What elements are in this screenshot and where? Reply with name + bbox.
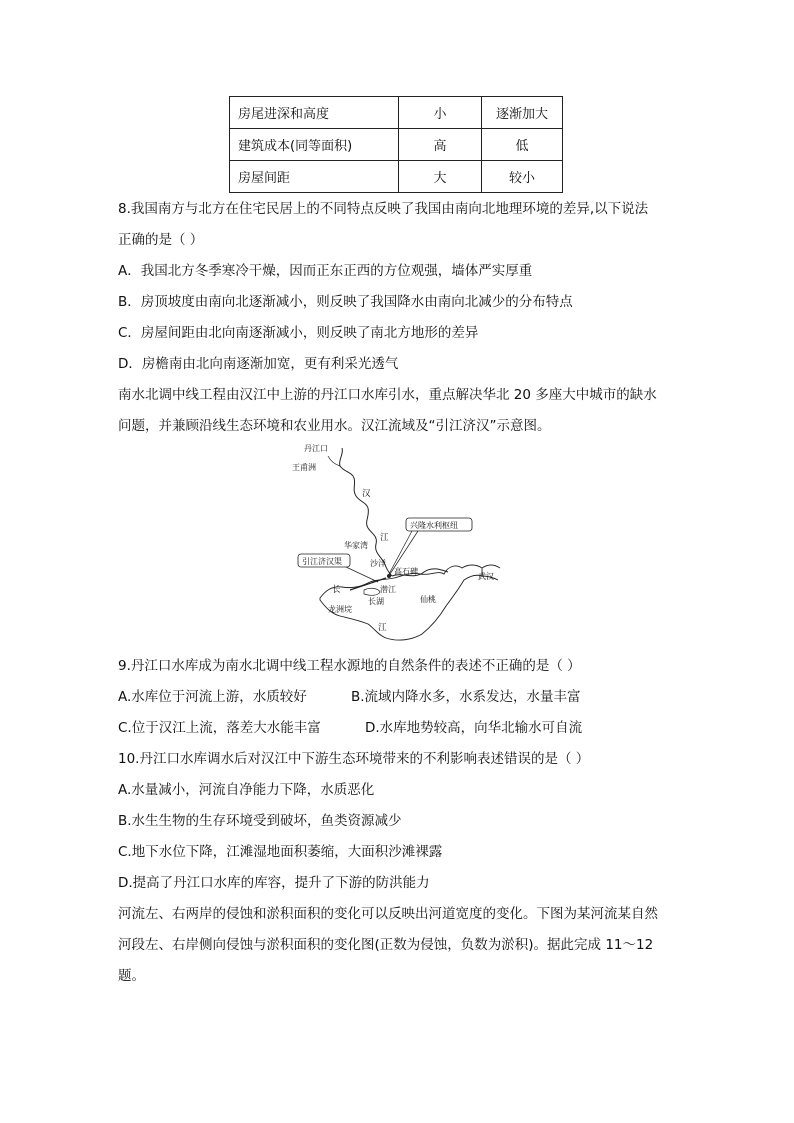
label-changhu: 长湖 [368,597,384,606]
label-huajiawan: 华家湾 [344,541,368,550]
label-xiantao: 仙桃 [420,595,436,604]
q9-option-b: B.流域内降水多，水系发达，水量丰富 [351,689,581,705]
table-cell: 建筑成本(同等面积) [230,129,399,161]
q8-option-d: D．房檐南由北向南逐渐加宽，更有利采光透气 [118,356,399,372]
table-row [230,97,563,129]
table-cell: 低 [482,129,563,161]
q8-option-c: C．房屋间距由北向南逐渐减小，则反映了南北方地形的差异 [118,325,479,341]
label-jiang-1: 江 [380,533,389,543]
label-gaoshibei: 高石碑 [394,567,418,576]
table-cell: 逐渐加大 [482,97,563,129]
table-row [230,129,563,161]
changhu-lake [364,588,380,595]
passage2-line1: 河流左、右两岸的侵蚀和淤积面积的变化可以反映出河道宽度的变化。下图为某河流某自然 [118,906,658,922]
q9-stem: 9.丹江口水库成为南水北调中线工程水源地的自然条件的表述不正确的是（ ） [118,658,581,674]
table-row [230,161,563,193]
comparison-table [229,96,563,193]
q9-option-a: A.水库位于河流上游，水质较好 [118,689,307,705]
dam-icon [387,574,391,578]
q8-stem-line2: 正确的是（ ） [118,232,204,248]
callout-line [346,567,378,582]
label-wangfuzhou: 王甫洲 [292,463,316,472]
label-qianjiang: 潜江 [380,585,396,594]
q10-option-b: B.水生生物的生存环境受到破坏，鱼类资源减少 [118,813,402,829]
passage2-line2: 河段左、右岸侧向侵蚀与淤积面积的变化图(正数为侵蚀，负数为淤积)。据此完成 11～12 [118,937,654,953]
han-river-map [282,440,514,648]
passage1-line1: 南水北调中线工程由汉江中上游的丹江口水库引水，重点解决华北 20 多座大中城市的缺水 [118,387,657,403]
q10-option-d: D.提高了丹江口水库的库容，提升了下游的防洪能力 [118,875,430,891]
table-cell: 大 [399,161,482,193]
q9-option-c: C.位于汉江上流，落差大水能丰富 [118,720,321,736]
table-cell: 较小 [482,161,563,193]
table-cell: 房尾进深和高度 [230,97,399,129]
q8-option-b: B．房顶坡度由南向北逐渐减小，则反映了我国降水由南向北减少的分布特点 [118,294,573,310]
yangtze-outline [320,565,482,640]
q9-option-d: D.水库地势较高，向华北输水可自流 [365,720,583,736]
q8-option-a: A．我国北方冬季寒冷干燥，因而正东正西的方位观强，墙体严实厚重 [118,263,533,279]
label-xinglong: 兴隆水利枢纽 [410,521,458,530]
label-longzhouyuan: 龙洲垸 [328,605,352,614]
q10-stem: 10.丹江口水库调水后对汉江中下游生态环境带来的不利影响表述错误的是（ ） [118,751,590,767]
passage1-line2: 问题，并兼顾沿线生态环境和农业用水。汉江流域及“引江济汉”示意图。 [118,418,551,434]
table-cell: 房屋间距 [230,161,399,193]
q10-option-c: C.地下水位下降，江滩湿地面积萎缩，大面积沙滩裸露 [118,844,443,860]
label-han: 汉 [362,489,371,499]
label-jiang-2: 江 [378,623,387,633]
table-cell: 高 [399,129,482,161]
label-chang: 长 [332,585,341,595]
label-shayang: 沙洋 [370,559,386,568]
table-cell: 小 [399,97,482,129]
label-yinjiangjihan: 引江济汉渠 [302,557,342,566]
q8-stem-line1: 8.我国南方与北方在住宅民居上的不同特点反映了我国由南向北地理环境的差异,以下说法 [118,201,649,217]
q10-option-a: A.水量减小，河流自净能力下降，水质恶化 [118,782,375,798]
label-danjiangkou: 丹江口 [304,444,328,453]
river-branch [328,456,340,466]
label-wuhan: 武汉 [478,572,494,581]
passage2-line3: 题。 [118,968,145,984]
